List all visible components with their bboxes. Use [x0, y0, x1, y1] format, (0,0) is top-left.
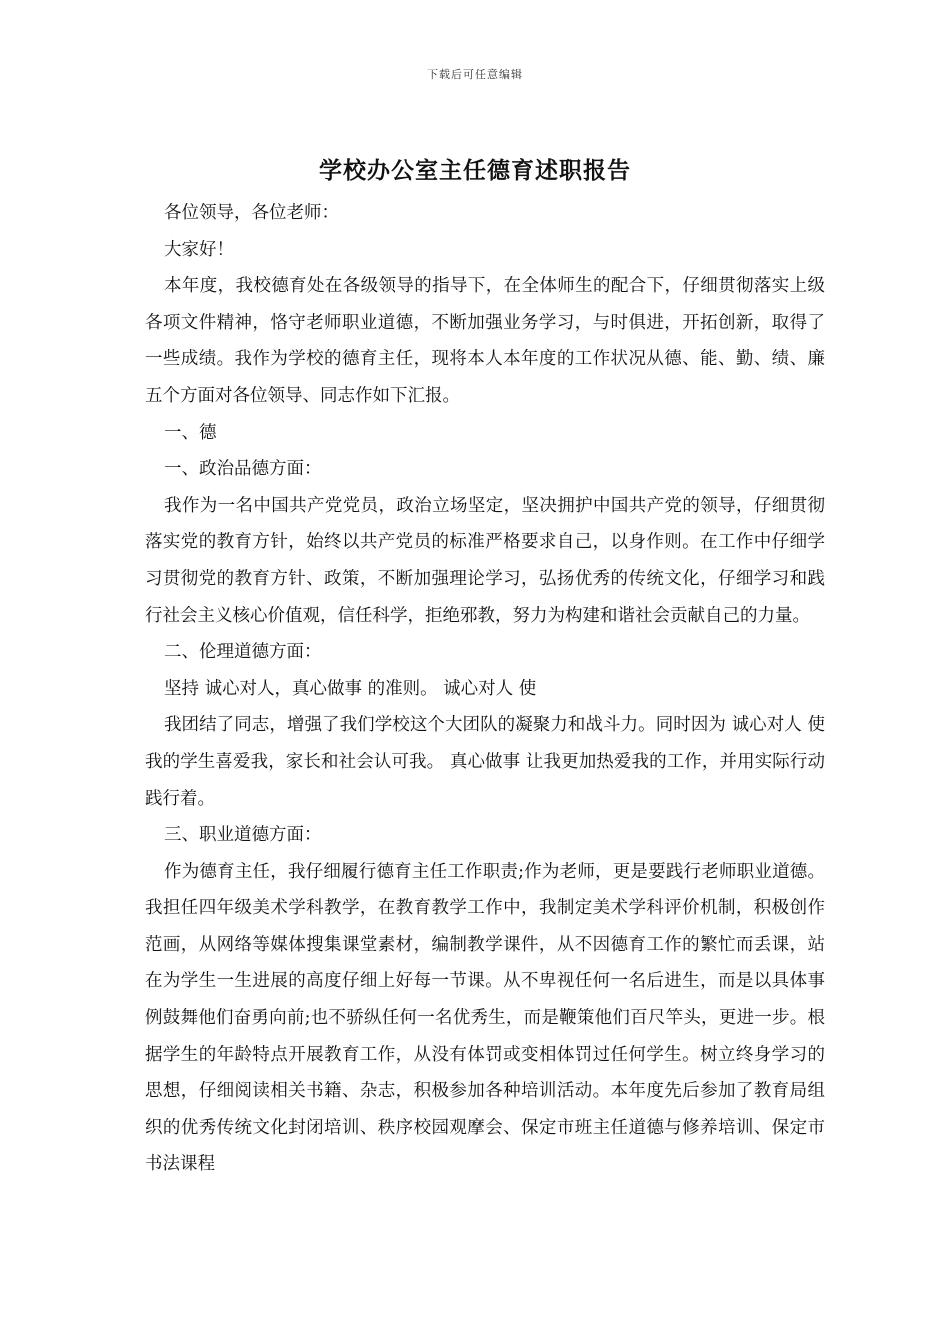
paragraph-intro: 本年度，我校德育处在各级领导的指导下，在全体师生的配合下，仔细贯彻落实上级各项文件精神，恪守老师职业道德，不断加强业务学习，与时俱进，开拓创新，取得了一些成绩。我作为学校的德育主任，现将本人本年度的工作状况从德、能、勤、绩、廉五个方面对各位领导、同志作如下汇报。	[145, 276, 825, 406]
subsection-heading-professional: 三、职业道德方面：	[164, 825, 322, 846]
subsection-heading-ethics: 二、伦理道德方面：	[164, 642, 322, 663]
paragraph-hello: 大家好！	[164, 239, 234, 260]
paragraph-political: 我作为一名中国共产党党员，政治立场坚定，坚决拥护中国共产党的领导，仔细贯彻落实党的教育方针，始终以共产党员的标准严格要求自己，以身作则。在工作中仔细学习贯彻党的教育方针、政策，不断加强理论学习，弘扬优秀的传统文化，仔细学习和践行社会主义核心价值观，信任科学，拒绝邪教，努力为构建和谐社会贡献自己的力量。	[145, 495, 825, 626]
paragraph-ethics-1: 坚持 诚心对人，真心做事 的准则。 诚心对人 使	[164, 678, 537, 699]
document-title: 学校办公室主任德育述职报告	[319, 157, 631, 184]
paragraph-greeting: 各位领导，各位老师：	[164, 203, 339, 223]
document-body	[145, 195, 825, 1183]
header-note: 下载后可任意编辑	[427, 68, 523, 81]
paragraph-professional: 作为德育主任，我仔细履行德育主任工作职责;作为老师，更是要践行老师职业道德。我担任四年级美术学科教学，在教育教学工作中，我制定美术学科评价机制，积极创作范画，从网络等媒体搜集课堂素材，编制教学课件，从不因德育工作的繁忙而丢课，站在为学生一生进展的高度仔细上好每一节课。从不卑视任何一名后进生，而是以具体事例鼓舞他们奋勇向前;也不骄纵任何一名优秀生，而是鞭策他们百尺竿头，更进一步。根据学生的年龄特点开展教育工作，从没有体罚或变相体罚过任何学生。树立终身学习的思想，仔细阅读相关书籍、杂志，积极参加各种培训活动。本年度先后参加了教育局组织的优秀传统文化封闭培训、秩序校园观摩会、保定市班主任道德与修养培训、保定市书法课程	[145, 861, 825, 1175]
section-heading-de: 一、德	[164, 422, 217, 443]
paragraph-ethics-2: 我团结了同志，增强了我们学校这个大团队的凝聚力和战斗力。同时因为 诚心对人 使我的学生喜爱我，家长和社会认可我。 真心做事 让我更加热爱我的工作，并用实际行动践行着。	[145, 715, 825, 809]
subsection-heading-political: 一、政治品德方面：	[164, 459, 322, 480]
